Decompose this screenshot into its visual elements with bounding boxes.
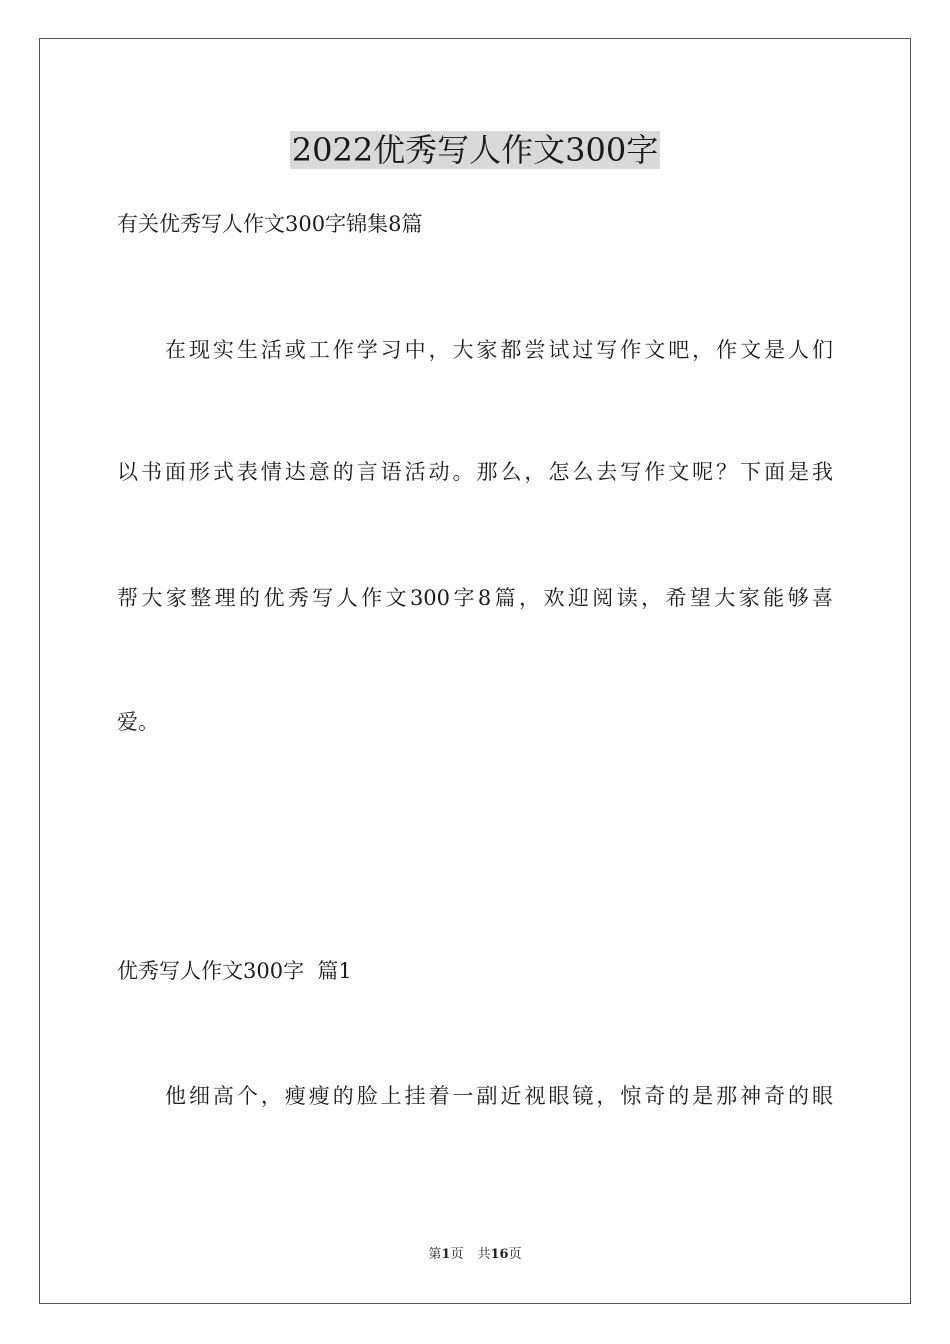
document-title (0, 128, 950, 172)
section-paragraph-line-1: 他细高个，瘦瘦的脸上挂着一副近视眼镜，惊奇的是那神奇的眼 (165, 1084, 833, 1108)
document-title-text: 2022优秀写人作文300字 (291, 131, 659, 169)
intro-paragraph-line-2: 以书面形式表情达意的言语活动。那么，怎么去写作文呢？下面是我 (117, 460, 833, 484)
intro-paragraph-line-1: 在现实生活或工作学习中，大家都尝试过写作文吧，作文是人们 (165, 338, 833, 362)
total-pages: 16 (490, 1247, 509, 1262)
page-footer (0, 1246, 950, 1264)
page-prefix: 第 (428, 1247, 442, 1262)
intro-paragraph-line-4: 爱。 (117, 710, 159, 734)
page-number: 1 (441, 1247, 451, 1262)
document-subtitle: 有关优秀写人作文300字锦集8篇 (117, 212, 423, 236)
section-heading: 优秀写人作文300字 篇1 (117, 959, 352, 983)
total-prefix: 共 (477, 1247, 491, 1262)
total-suffix: 页 (508, 1247, 522, 1262)
page-suffix: 页 (450, 1247, 464, 1262)
intro-paragraph-line-3: 帮大家整理的优秀写人作文300字8篇，欢迎阅读，希望大家能够喜 (117, 586, 833, 610)
